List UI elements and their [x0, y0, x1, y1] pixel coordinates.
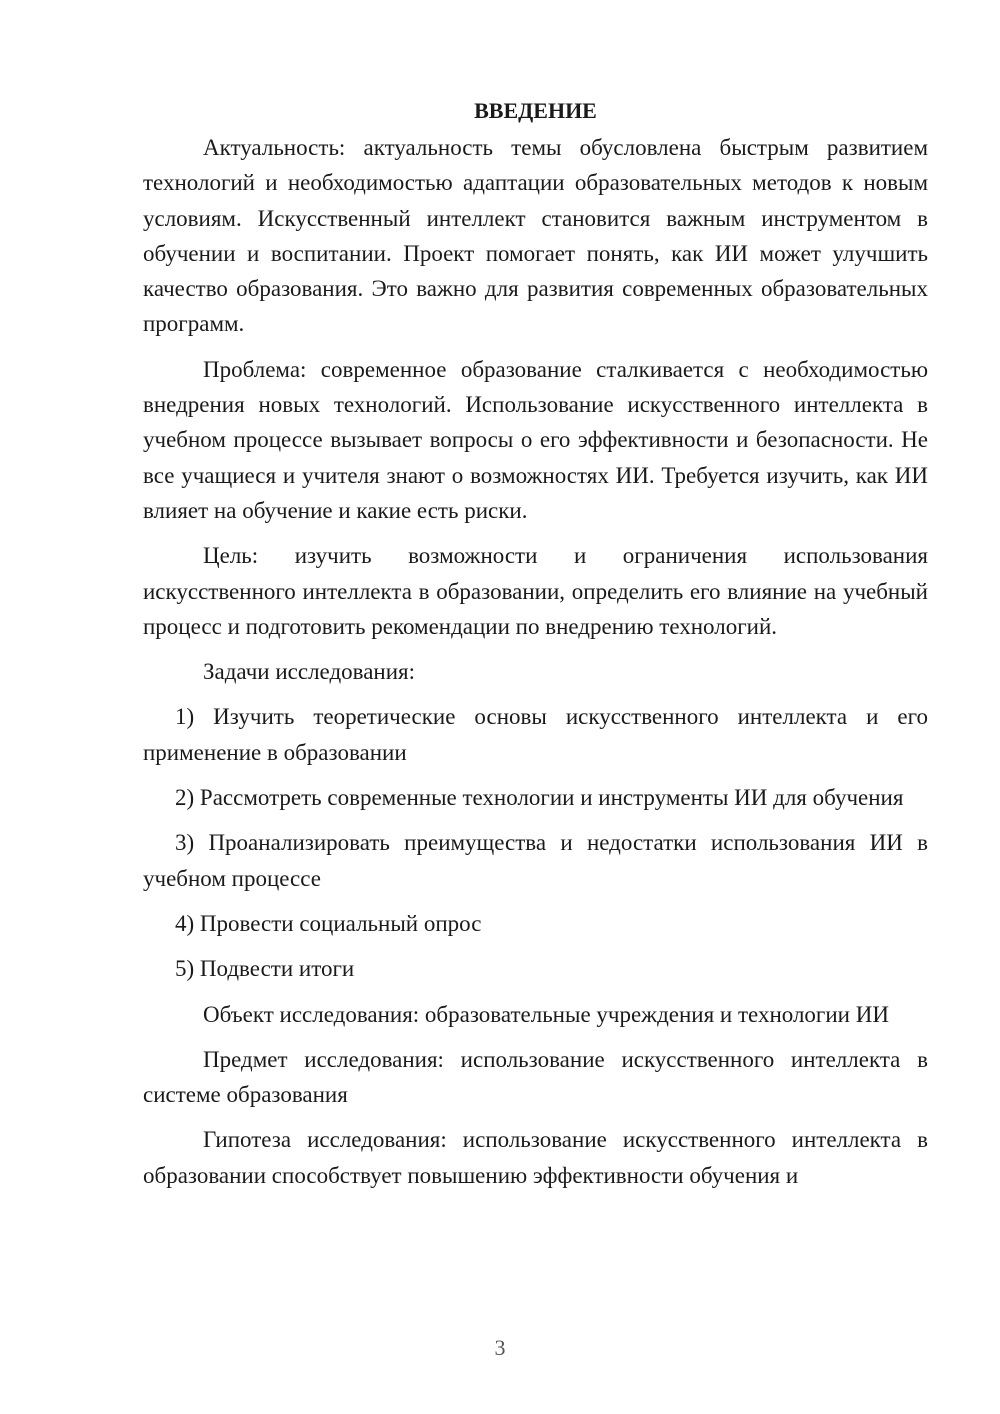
- paragraph-goal: Цель: изучить возможности и ограничения использования искусственного интеллекта в образовании, определить его влияние на учебный процесс и подготовить рекомендации по внедрению технологий.: [143, 543, 928, 639]
- paragraph-tasks-heading: Задачи исследования:: [203, 659, 416, 685]
- paragraph-subject: Предмет исследования: использование искусственного интеллекта в системе образования: [143, 1046, 928, 1108]
- section-title: ВВЕДЕНИЕ: [474, 98, 597, 123]
- paragraph-relevance: Актуальность: актуальность темы обусловлена быстрым развитием технологий и необходимостью адаптации образовательных методов к новым условиям. Искусственный интеллект становится важным инструментом в обучении и воспитании. Проект помогает понять, как ИИ может улучшить качество образования. Это важно для развития современных образовательных программ.: [143, 135, 928, 337]
- list-item-task-1: 1) Изучить теоретические основы искусственного интеллекта и его применение в образовании: [143, 704, 928, 765]
- page-number: 3: [494, 1335, 506, 1360]
- paragraph-problem: Проблема: современное образование сталкивается с необходимостью внедрения новых технологий. Использование искусственного интеллекта в учебном процессе вызывает вопросы о его эффективности и безопасности. Не все учащиеся и учителя знают о возможностях ИИ. Требуется изучить, как ИИ влияет на обучение и какие есть риски.: [143, 356, 928, 523]
- list-item-task-5: 5) Подвести итоги: [175, 956, 355, 982]
- page-content: [143, 94, 928, 1203]
- paragraph-object: Объект исследования: образовательные учреждения и технологии ИИ: [203, 1001, 889, 1027]
- list-item-task-3: 3) Проанализировать преимущества и недостатки использования ИИ в учебном процессе: [143, 830, 928, 891]
- list-item-task-2: 2) Рассмотреть современные технологии и инструменты ИИ для обучения: [175, 785, 904, 811]
- paragraph-hypothesis: Гипотеза исследования: использование искусственного интеллекта в образовании способствует повышению эффективности обучения и: [143, 1127, 928, 1188]
- list-item-task-4: 4) Провести социальный опрос: [175, 910, 482, 936]
